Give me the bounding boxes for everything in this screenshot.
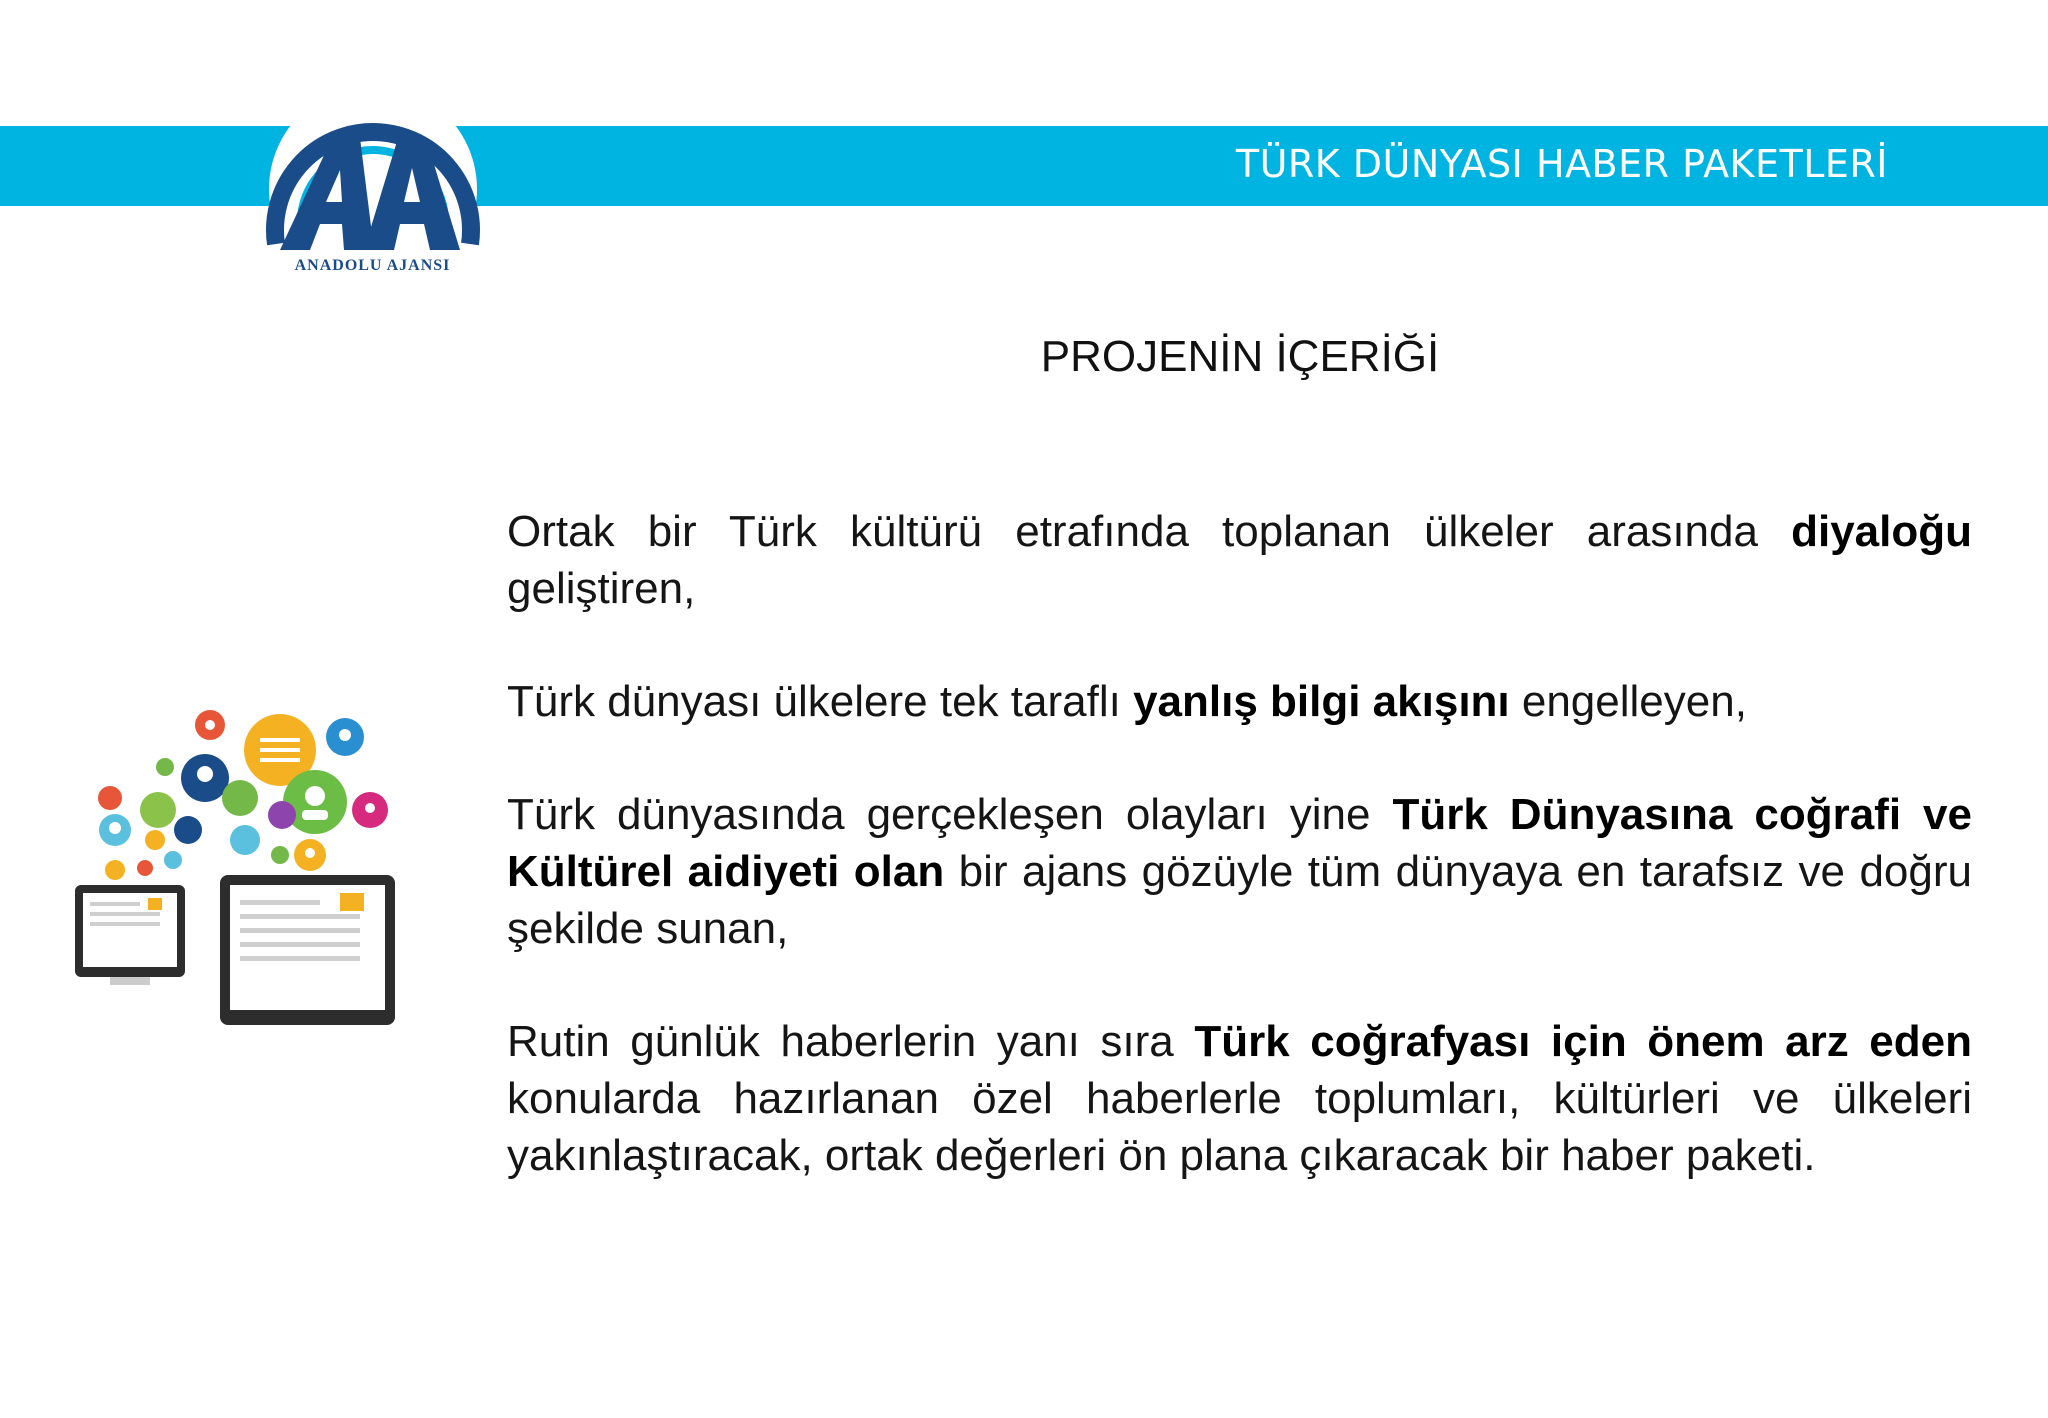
slide-heading-text: PROJENİN İÇERİĞİ [1040,332,1440,381]
slide-heading [0,332,2048,382]
paragraph-text: engelleyen, [1509,677,1747,726]
content-paragraph-2 [507,673,1972,730]
paragraph-text: Ortak bir Türk kültürü etrafında toplanan ülkeler arasında [507,507,1792,556]
small-monitor-icon [75,885,185,985]
paragraph-emphasis: Türk Dünyasına coğrafi ve Kültürel aidiyeti olan [507,790,1972,896]
content-paragraph-3 [507,786,1972,957]
paragraph-text: Rutin günlük haberlerin yanı sıra [507,1017,1195,1066]
paragraph-emphasis: diyaloğu [1791,507,1972,556]
large-monitor-icon [220,875,395,1025]
social-network-monitors-icon [70,690,410,1040]
network-bubbles-icon [98,710,388,880]
paragraph-text: bir ajans gözüyle tüm dünyaya en tarafsız ve doğru şekilde sunan, [507,847,1972,953]
paragraph-emphasis: Türk coğrafyası için önem arz eden [1194,1017,1972,1066]
paragraph-emphasis: yanlış bilgi akışını [1133,677,1510,726]
paragraph-text: Türk dünyası ülkelere tek taraflı [507,677,1134,726]
content-paragraph-4 [507,1013,1972,1184]
paragraph-text: Türk dünyasında gerçekleşen olayları yine [507,790,1393,839]
header-title: TÜRK DÜNYASI HABER PAKETLERİ [1235,142,1888,186]
content-paragraph-1 [507,503,1972,617]
paragraph-text: konularda hazırlanan özel haberlerle toplumları, kültürleri ve ülkeleri yakınlaştıracak, ortak değerleri ön plana çıkaracak bir haber paketi. [507,1074,1972,1180]
slide-content [507,503,1972,1240]
paragraph-text: geliştiren, [507,564,696,613]
logo-caption: ANADOLU AJANSI [294,257,451,274]
